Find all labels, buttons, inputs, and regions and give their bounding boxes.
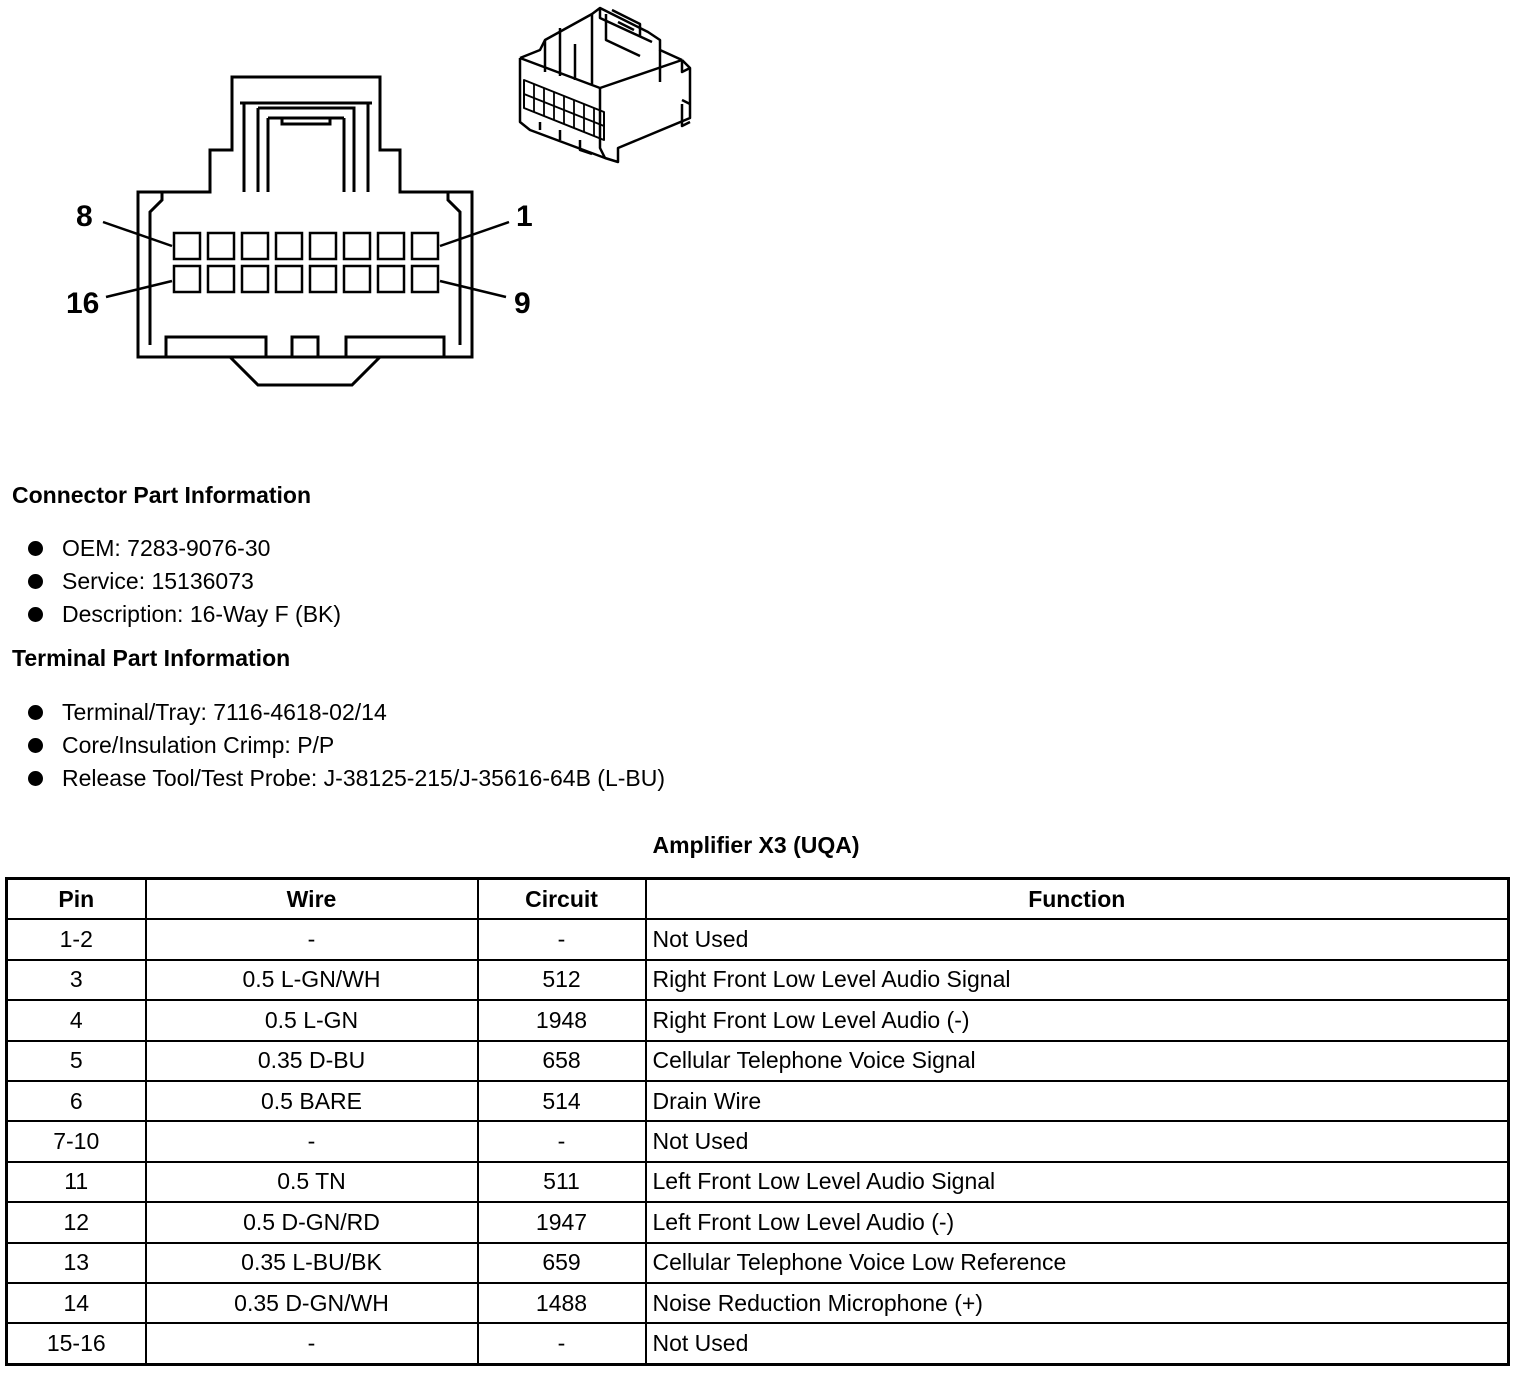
cavity [412, 266, 438, 292]
connector-3d-illustration [520, 8, 690, 162]
circuit-cell: 514 [478, 1081, 646, 1121]
bullet-icon [28, 771, 43, 786]
bullet-icon [28, 574, 43, 589]
cavity [378, 266, 404, 292]
pin-label-1: 1 [516, 200, 533, 233]
circuit-cell: 1488 [478, 1283, 646, 1323]
list-item: Terminal/Tray: 7116-4618-02/14 [28, 696, 665, 729]
circuit-cell: 659 [478, 1243, 646, 1283]
pin-cell: 15-16 [7, 1323, 146, 1364]
bullet-icon [28, 541, 43, 556]
pin-leader-lines [103, 222, 509, 297]
terminal-part-info-list [28, 696, 665, 795]
table-row [7, 1041, 1509, 1081]
cavity [310, 266, 336, 292]
function-cell: Not Used [646, 1121, 1509, 1161]
function-cell: Left Front Low Level Audio (-) [646, 1202, 1509, 1242]
circuit-cell: - [478, 919, 646, 959]
cavity [208, 266, 234, 292]
pin-cell: 12 [7, 1202, 146, 1242]
connector-diagram [0, 0, 760, 420]
pin-label-16: 16 [66, 287, 100, 320]
table-row [7, 1202, 1509, 1242]
cavity [344, 266, 370, 292]
pin-cell: 4 [7, 1000, 146, 1040]
table-row [7, 1243, 1509, 1283]
function-cell: Drain Wire [646, 1081, 1509, 1121]
pin-cell: 6 [7, 1081, 146, 1121]
pin-label-9: 9 [514, 287, 531, 320]
column-header-function: Function [646, 879, 1509, 920]
cavity [208, 233, 234, 259]
pin-cell: 13 [7, 1243, 146, 1283]
column-header-wire: Wire [146, 879, 478, 920]
wire-cell: 0.35 D-GN/WH [146, 1283, 478, 1323]
wire-cell: 0.35 D-BU [146, 1041, 478, 1081]
table-row [7, 1323, 1509, 1364]
table-header-row [7, 879, 1509, 920]
table-row [7, 1081, 1509, 1121]
wire-cell: - [146, 1121, 478, 1161]
function-cell: Noise Reduction Microphone (+) [646, 1283, 1509, 1323]
cavity [276, 233, 302, 259]
wire-cell: 0.5 D-GN/RD [146, 1202, 478, 1242]
list-item: Release Tool/Test Probe: J-38125-215/J-35616-64B (L-BU) [28, 762, 665, 795]
connector-part-info-list [28, 532, 341, 631]
circuit-cell: 512 [478, 960, 646, 1000]
list-item: Service: 15136073 [28, 565, 341, 598]
cavity [344, 233, 370, 259]
terminal-part-info-heading: Terminal Part Information [12, 645, 291, 671]
pinout-table [5, 877, 1510, 1366]
cavity [412, 233, 438, 259]
table-body [7, 919, 1509, 1364]
bullet-icon [28, 705, 43, 720]
wire-cell: - [146, 919, 478, 959]
pin-cell: 11 [7, 1162, 146, 1202]
table-row [7, 1283, 1509, 1323]
wire-cell: 0.5 L-GN/WH [146, 960, 478, 1000]
list-item: Core/Insulation Crimp: P/P [28, 729, 665, 762]
bullet-icon [28, 738, 43, 753]
table-row [7, 919, 1509, 959]
function-cell: Cellular Telephone Voice Signal [646, 1041, 1509, 1081]
wire-cell: - [146, 1323, 478, 1364]
cavity [174, 233, 200, 259]
circuit-cell: - [478, 1121, 646, 1161]
function-cell: Left Front Low Level Audio Signal [646, 1162, 1509, 1202]
circuit-cell: 1948 [478, 1000, 646, 1040]
cavity [242, 233, 268, 259]
pin-cell: 5 [7, 1041, 146, 1081]
cavity [378, 233, 404, 259]
wire-cell: 0.5 L-GN [146, 1000, 478, 1040]
wire-cell: 0.35 L-BU/BK [146, 1243, 478, 1283]
pin-cell: 3 [7, 960, 146, 1000]
pin-cell: 7-10 [7, 1121, 146, 1161]
column-header-circuit: Circuit [478, 879, 646, 920]
table-row [7, 1000, 1509, 1040]
list-item: Description: 16-Way F (BK) [28, 598, 341, 631]
table-row [7, 960, 1509, 1000]
table-row [7, 1162, 1509, 1202]
cavity [174, 266, 200, 292]
function-cell: Not Used [646, 1323, 1509, 1364]
table-row [7, 1121, 1509, 1161]
connector-part-info-heading: Connector Part Information [12, 482, 312, 508]
cavity [310, 233, 336, 259]
circuit-cell: - [478, 1323, 646, 1364]
wire-cell: 0.5 BARE [146, 1081, 478, 1121]
wire-cell: 0.5 TN [146, 1162, 478, 1202]
circuit-cell: 658 [478, 1041, 646, 1081]
cavity [242, 266, 268, 292]
pin-label-8: 8 [76, 200, 93, 233]
circuit-cell: 511 [478, 1162, 646, 1202]
function-cell: Right Front Low Level Audio (-) [646, 1000, 1509, 1040]
column-header-pin: Pin [7, 879, 146, 920]
function-cell: Right Front Low Level Audio Signal [646, 960, 1509, 1000]
list-item: OEM: 7283-9076-30 [28, 532, 341, 565]
function-cell: Cellular Telephone Voice Low Reference [646, 1243, 1509, 1283]
pin-cell: 14 [7, 1283, 146, 1323]
connector-face [138, 77, 472, 385]
connector-cavities [174, 233, 438, 292]
bullet-icon [28, 607, 43, 622]
function-cell: Not Used [646, 919, 1509, 959]
cavity [276, 266, 302, 292]
circuit-cell: 1947 [478, 1202, 646, 1242]
pin-cell: 1-2 [7, 919, 146, 959]
table-title: Amplifier X3 (UQA) [652, 832, 860, 858]
